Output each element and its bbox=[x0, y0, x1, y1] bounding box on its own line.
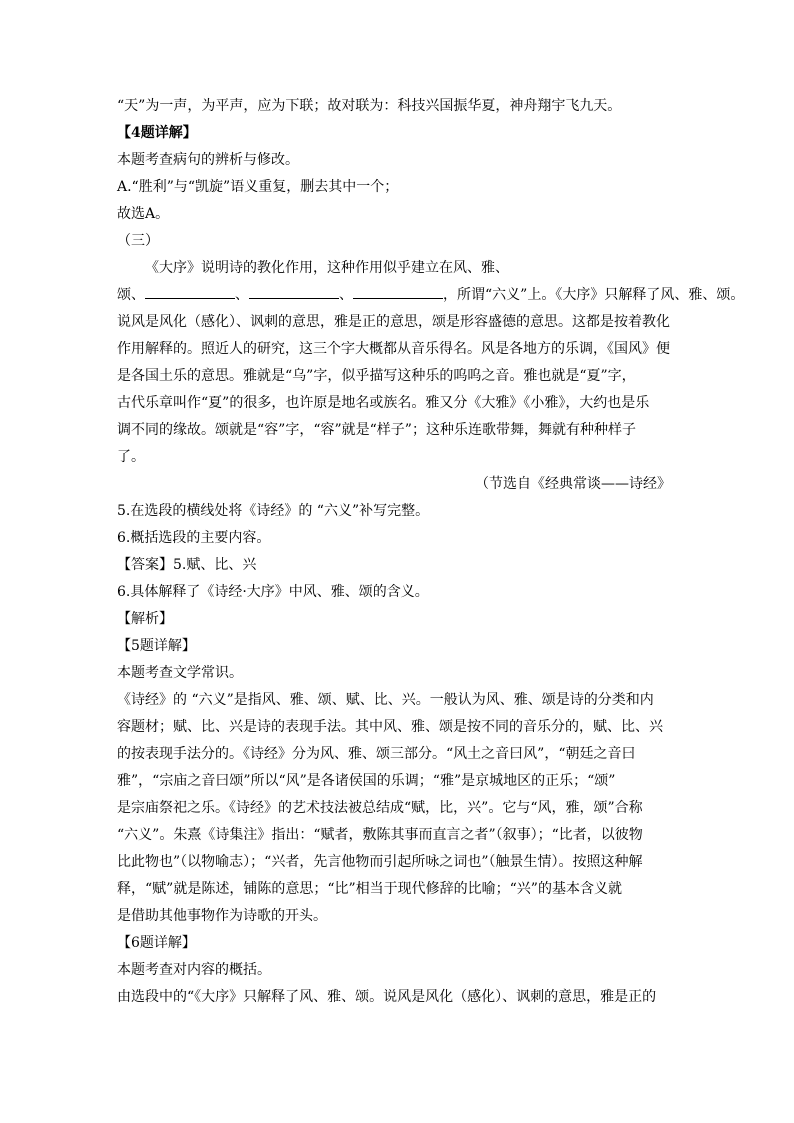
text-line: “天”为一声，为平声，应为下联；故对联为：科技兴国振华夏，神舟翔宇飞九天。 bbox=[117, 98, 622, 114]
question-5: 5.在选段的横线处将《诗经》的 “六义”补写完整。 bbox=[117, 503, 430, 519]
answer-line: 【答案】5.赋、比、兴 bbox=[117, 557, 257, 573]
explanation-line: 比此物也”（以物喻志）；“兴者，先言他物而引起所咏之词也”（触景生情）。按照这种解 bbox=[117, 854, 643, 870]
section-heading: （三） bbox=[117, 233, 159, 249]
explanation-line: 《诗经》的 “六义”是指风、雅、颂、赋、比、兴。一般认为风、雅、颂是诗的分类和内 bbox=[117, 692, 654, 708]
passage-line: 了。 bbox=[117, 449, 145, 465]
explanation-line: 雅”，“宗庙之音曰颂”所以“风”是各诸侯国的乐调；“雅”是京城地区的正乐；“颂” bbox=[117, 773, 616, 789]
blank-separator: 、 bbox=[235, 287, 249, 303]
explanation-line: 容题材；赋、比、兴是诗的表现手法。其中风、雅、颂是按不同的音乐分的，赋、比、兴 bbox=[117, 719, 663, 735]
text-line: 故选A。 bbox=[117, 206, 170, 222]
answer-blank-3 bbox=[353, 284, 443, 299]
passage-source: （节选自《经典常谈——诗经》 bbox=[475, 476, 671, 492]
answer-blank-1 bbox=[145, 284, 235, 299]
blank-separator: 、 bbox=[339, 287, 353, 303]
section-heading: 【4题详解】 bbox=[117, 125, 197, 141]
document-page bbox=[117, 93, 745, 1011]
text-line: 本题考查病句的辨析与修改。 bbox=[117, 152, 299, 168]
answer-blank-2 bbox=[249, 284, 339, 299]
answer-line: 6.具体解释了《诗经·大序》中风、雅、颂的含义。 bbox=[117, 584, 429, 600]
passage-line: 调不同的缘故。颂就是“容”字，“容”就是“样子”；这种乐连歌带舞，舞就有种种样子 bbox=[117, 422, 636, 438]
text-line: A.“胜利”与“凯旋”语义重复，删去其中一个； bbox=[117, 179, 399, 195]
passage-line: 古代乐章叫作“夏”的很多，也许原是地名或族名。雅又分《大雅》《小雅》，大约也是乐 bbox=[117, 395, 650, 411]
text-line: 本题考查文学常识。 bbox=[117, 665, 243, 681]
blank-prefix: 颂、 bbox=[117, 287, 145, 303]
passage-line: 《大序》说明诗的教化作用，这种作用似乎建立在风、雅、 bbox=[145, 260, 509, 276]
blank-suffix: ，所谓“六义”上。《大序》只解释了风、雅、颂。 bbox=[443, 287, 745, 303]
passage-fill-blank-line bbox=[117, 282, 745, 309]
explanation-line: 由选段中的“《大序》只解释了风、雅、颂。说风是风化（感化）、讽刺的意思，雅是正的 bbox=[117, 989, 657, 1005]
passage-line: 作用解释的。照近人的研究，这三个字大概都从音乐得名。风是各地方的乐调，《国风》便 bbox=[117, 341, 670, 357]
explanation-line: 的按表现手法分的。《诗经》分为风、雅、颂三部分。“风土之音曰风”，“朝廷之音曰 bbox=[117, 746, 636, 762]
passage-line: 说风是风化（感化）、讽刺的意思，雅是正的意思，颂是形容盛德的意思。这都是按着教化 bbox=[117, 314, 670, 330]
explanation-line: 是借助其他事物作为诗歌的开头。 bbox=[117, 908, 327, 924]
text-line: 本题考查对内容的概括。 bbox=[117, 962, 271, 978]
section-heading: 【6题详解】 bbox=[117, 935, 196, 951]
explanation-line: “六义”。朱熹《诗集注》指出：“赋者，敷陈其事而直言之者”（叙事）；“比者，以彼物 bbox=[117, 827, 643, 843]
explanation-line: 是宗庙祭祀之乐。《诗经》的艺术技法被总结成“赋，比，兴”。它与“风，雅，颂”合称 bbox=[117, 800, 643, 816]
question-6: 6.概括选段的主要内容。 bbox=[117, 530, 271, 546]
section-heading: 【解析】 bbox=[117, 611, 173, 627]
explanation-line: 释，“赋”就是陈述，铺陈的意思；“比”相当于现代修辞的比喻；“兴”的基本含义就 bbox=[117, 881, 622, 897]
passage-line: 是各国土乐的意思。雅就是“乌”字，似乎描写这种乐的呜呜之音。雅也就是“夏”字， bbox=[117, 368, 636, 384]
section-heading: 【5题详解】 bbox=[117, 638, 196, 654]
